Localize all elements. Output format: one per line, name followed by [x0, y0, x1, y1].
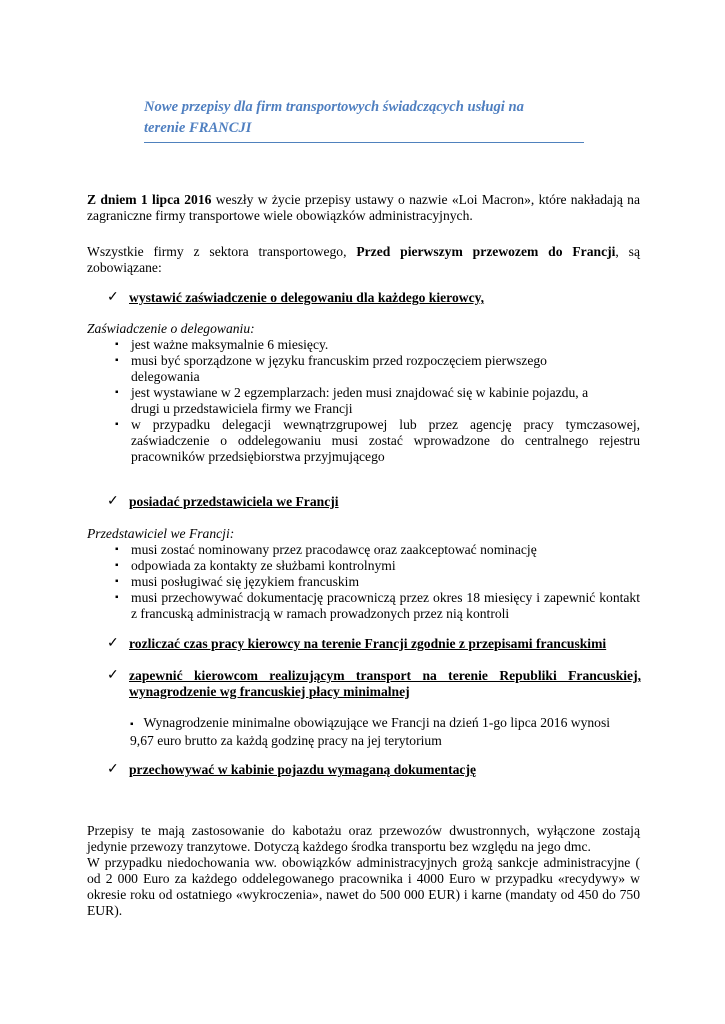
list-item-text: musi posługiwać się językiem francuskim	[131, 574, 360, 589]
list-item	[115, 574, 640, 590]
wage-line-1	[130, 715, 640, 733]
title-line-1: Nowe przepisy dla firm transportowych świadczących usługi na	[144, 99, 524, 115]
check-item-text: wystawić zaświadczenie o delegowaniu dla każdego kierowcy,	[129, 290, 485, 305]
bullet-icon: ▪	[115, 339, 119, 350]
checkmark-icon: ✓	[107, 290, 119, 305]
list-item-text: jest ważne maksymalnie 6 miesięcy.	[131, 337, 329, 352]
bullet-icon: ▪	[115, 387, 119, 398]
bullet-icon: ▪	[115, 560, 119, 571]
closing-paragraph-2: W przypadku niedochowania ww. obowiązków administracyjnych grożą sankcje administracyjne ( od 2 000 Euro za każdego oddelegowanego pracownika i 4000 Euro w przypadku «recydywy» w okresie roku od ostatniego «wykroczenia», nawet do 500 000 EUR) i karne (mandaty od 450 do 750 EUR).	[87, 855, 640, 918]
list-item	[115, 385, 615, 417]
obligation-text-2: , są zobowiązane:	[87, 244, 640, 275]
intro-date: Z dniem 1 lipca 2016	[87, 192, 212, 207]
bullet-icon: ▪	[115, 576, 119, 587]
intro-paragraph	[87, 192, 640, 224]
check-item	[107, 290, 641, 306]
bullet-icon: ▪	[115, 355, 119, 366]
checkmark-icon: ✓	[107, 668, 119, 683]
checkmark-icon: ✓	[107, 762, 119, 777]
check-item	[107, 762, 641, 778]
obligation-paragraph	[87, 244, 640, 276]
list-item-text: musi zostać nominowany przez pracodawcę oraz zaakceptować nominację	[131, 542, 537, 557]
list-item-text: musi być sporządzone w języku francuskim przed rozpoczęciem pierwszego delegowania	[131, 353, 547, 384]
bullet-icon: ▪	[130, 719, 134, 730]
document-title	[144, 97, 584, 139]
obligation-text-1: Wszystkie firmy z sektora transportowego,	[87, 244, 357, 259]
list-item	[115, 542, 640, 558]
checkmark-icon: ✓	[107, 636, 119, 651]
obligation-bold: Przed pierwszym przewozem do Francji	[356, 244, 616, 259]
list-item-text: musi przechowywać dokumentację pracowniczą przez okres 18 miesięcy i zapewnić kontakt z francuską administracją w ramach prowadzonych przez nią kontroli	[131, 590, 640, 621]
checkmark-icon: ✓	[107, 494, 119, 509]
list-item-text: jest wystawiane w 2 egzemplarzach: jeden musi znajdować się w kabinie pojazdu, a drugi u przedstawiciela firmy we Francji	[131, 385, 589, 416]
check-item	[107, 494, 641, 510]
intro-text: weszły w życie przepisy ustawy o nazwie «Loi Macron», które nakładają na zagraniczne firmy transportowe wiele obowiązków administracyjnych.	[87, 192, 640, 223]
bullet-icon: ▪	[115, 592, 119, 603]
wage-text-1: Wynagrodzenie minimalne obowiązujące we Francji na dzień 1-go lipca 2016 wynosi	[143, 715, 611, 730]
list-item-text: w przypadku delegacji wewnątrzgrupowej lub przez agencję pracy tymczasowej, zaświadczenie o oddelegowaniu musi zostać wprowadzone do centralnego rejestru pracowników przedsiębiorstwa przyjmującego	[131, 417, 640, 464]
title-underline-divider	[144, 142, 584, 143]
representative-heading: Przedstawiciel we Francji:	[87, 526, 235, 541]
list-item-text: odpowiada za kontakty ze służbami kontrolnymi	[131, 558, 396, 573]
bullet-icon: ▪	[115, 419, 119, 430]
closing-paragraph-1: Przepisy te mają zastosowanie do kabotażu oraz przewozów dwustronnych, wyłączone zostają jedynie przewozy tranzytowe. Dotyczą każdego środka transportu bez względu na jego dmc.	[87, 823, 640, 854]
wage-line-2: 9,67 euro brutto za każdą godzinę pracy na jej terytorium	[130, 733, 442, 748]
check-item-text: posiadać przedstawiciela we Francji	[129, 494, 339, 509]
list-item	[115, 337, 640, 353]
list-item	[115, 417, 640, 465]
list-item	[115, 590, 640, 622]
check-item-text: rozliczać czas pracy kierowcy na terenie Francji zgodnie z przepisami francuskimi	[129, 636, 607, 651]
check-item-text: zapewnić kierowcom realizującym transport na terenie Republiki Francuskiej, wynagrodzenie wg francuskiej płacy minimalnej	[129, 668, 641, 699]
wage-item	[130, 715, 640, 749]
check-item	[107, 668, 641, 700]
check-item-text: przechowywać w kabinie pojazdu wymaganą dokumentację	[129, 762, 477, 777]
bullet-icon: ▪	[115, 544, 119, 555]
delegation-heading: Zaświadczenie o delegowaniu:	[87, 321, 255, 336]
list-item	[115, 353, 570, 385]
title-line-2: terenie FRANCJI	[144, 120, 252, 136]
list-item	[115, 558, 640, 574]
check-item	[107, 636, 641, 652]
